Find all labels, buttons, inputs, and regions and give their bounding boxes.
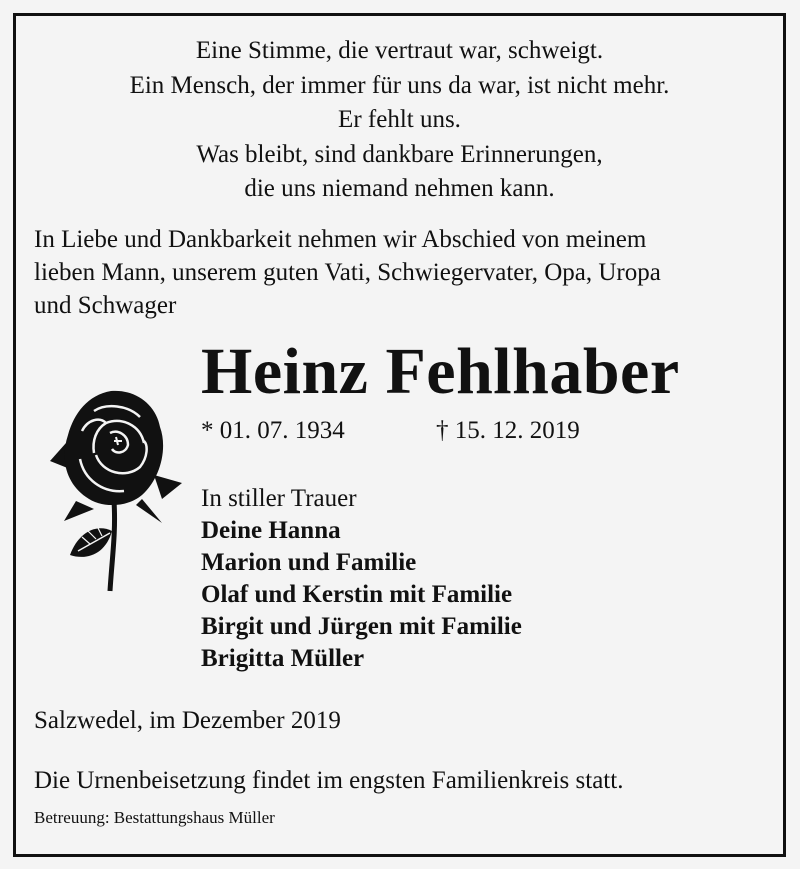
mourner-name: Olaf und Kerstin mit Familie	[201, 581, 513, 608]
obituary-frame	[13, 13, 786, 857]
death-date: † 15. 12. 2019	[436, 417, 580, 444]
poem	[16, 34, 783, 207]
poem-line: Eine Stimme, die vertraut war, schweigt.	[195, 37, 604, 64]
intro-line: In Liebe und Dankbarkeit nehmen wir Abschied von meinem	[34, 226, 647, 253]
poem-line: die uns niemand nehmen kann.	[244, 175, 555, 202]
burial-note: Die Urnenbeisetzung findet im engsten Familienkreis statt.	[34, 767, 624, 794]
rose-icon	[36, 383, 186, 593]
mourner-name: Marion und Familie	[201, 549, 417, 576]
funeral-home-note: Betreuung: Bestattungshaus Müller	[34, 808, 275, 827]
place-date: Salzwedel, im Dezember 2019	[34, 707, 341, 734]
poem-line: Was bleibt, sind dankbare Erinnerungen,	[196, 140, 603, 168]
mourners-lead: In stiller Trauer	[201, 485, 357, 512]
mourner-name: Birgit und Jürgen mit Familie	[201, 613, 522, 640]
intro-line: und Schwager	[34, 292, 177, 319]
birth-date: * 01. 07. 1934	[201, 417, 345, 444]
poem-line: Er fehlt uns.	[338, 106, 461, 133]
intro-line: lieben Mann, unserem guten Vati, Schwiegervater, Opa, Uropa	[34, 259, 661, 286]
intro-text	[34, 223, 769, 322]
deceased-name: Heinz Fehlhaber	[201, 335, 680, 408]
mourner-name: Brigitta Müller	[201, 645, 365, 672]
poem-line: Ein Mensch, der immer für uns da war, ist nicht mehr.	[129, 71, 670, 99]
mourner-name: Deine Hanna	[201, 517, 341, 544]
mourners-list	[201, 483, 522, 675]
